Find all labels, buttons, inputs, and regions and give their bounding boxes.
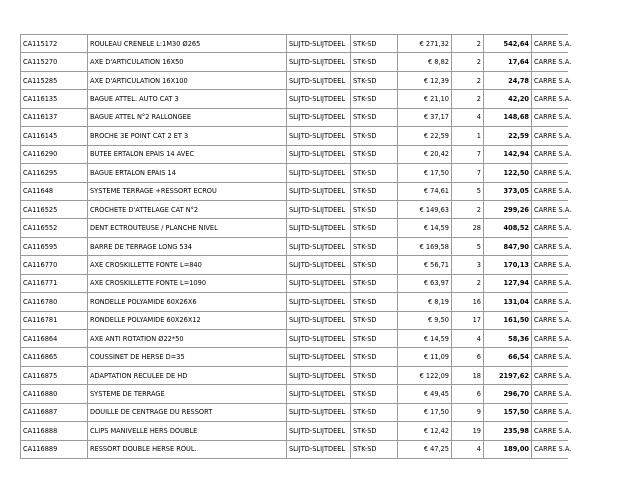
unit-cell: STK-SD	[351, 330, 398, 348]
part-code-cell: CA116770	[21, 256, 88, 274]
table-row	[21, 403, 568, 421]
unit-cell: STK-SD	[351, 366, 398, 384]
quantity-cell: 4	[452, 330, 484, 348]
description-cell: CROCHETE D'ATTELAGE CAT N°2	[88, 200, 287, 218]
supplier-cell: CARRE S.A.	[532, 422, 568, 440]
table-row	[21, 164, 568, 182]
part-code-cell: CA116525	[21, 200, 88, 218]
unit-price-cell: € 21,10	[398, 90, 452, 108]
category-cell: SLIJTD-SLIJTDEEL	[287, 200, 351, 218]
supplier-cell: CARRE S.A.	[532, 237, 568, 255]
part-code-cell: CA116875	[21, 366, 88, 384]
table-row	[21, 219, 568, 237]
unit-price-cell: € 14,59	[398, 330, 452, 348]
part-code-cell: CA115270	[21, 53, 88, 71]
supplier-cell: CARRE S.A.	[532, 219, 568, 237]
part-code-cell: CA116552	[21, 219, 88, 237]
category-cell: SLIJTD-SLIJTDEEL	[287, 330, 351, 348]
supplier-cell: CARRE S.A.	[532, 127, 568, 145]
table-row	[21, 311, 568, 329]
quantity-cell: 2	[452, 90, 484, 108]
description-cell: AXE ANTI ROTATION Ø22*50	[88, 330, 287, 348]
supplier-cell: CARRE S.A.	[532, 311, 568, 329]
total-cell: 408,52	[484, 219, 532, 237]
unit-price-cell: € 49,45	[398, 385, 452, 403]
supplier-cell: CARRE S.A.	[532, 164, 568, 182]
table-row	[21, 145, 568, 163]
total-cell: 58,36	[484, 330, 532, 348]
quantity-cell: 7	[452, 164, 484, 182]
description-cell: AXE D'ARTICULATION 16X100	[88, 71, 287, 89]
supplier-cell: CARRE S.A.	[532, 145, 568, 163]
description-cell: BAGUE ERTALON EPAIS 14	[88, 164, 287, 182]
category-cell: SLIJTD-SLIJTDEEL	[287, 164, 351, 182]
part-code-cell: CA115172	[21, 35, 88, 53]
total-cell: 235,98	[484, 422, 532, 440]
description-cell: BAGUE ATTEL. AUTO CAT 3	[88, 90, 287, 108]
unit-price-cell: € 8,19	[398, 293, 452, 311]
category-cell: SLIJTD-SLIJTDEEL	[287, 237, 351, 255]
table-row	[21, 35, 568, 53]
unit-price-cell: € 17,50	[398, 164, 452, 182]
unit-price-cell: € 74,61	[398, 182, 452, 200]
part-code-cell: CA116137	[21, 108, 88, 126]
parts-table	[20, 34, 572, 459]
table-row	[21, 422, 568, 440]
description-cell: ROULEAU CRENELE L:1M30 Ø265	[88, 35, 287, 53]
unit-price-cell: € 169,58	[398, 237, 452, 255]
table-row	[21, 293, 568, 311]
unit-price-cell: € 12,39	[398, 71, 452, 89]
category-cell: SLIJTD-SLIJTDEEL	[287, 53, 351, 71]
category-cell: SLIJTD-SLIJTDEEL	[287, 440, 351, 458]
unit-cell: STK-SD	[351, 127, 398, 145]
unit-cell: STK-SD	[351, 293, 398, 311]
total-cell: 24,78	[484, 71, 532, 89]
unit-price-cell: € 11,09	[398, 348, 452, 366]
quantity-cell: 4	[452, 440, 484, 458]
total-cell: 157,50	[484, 403, 532, 421]
category-cell: SLIJTD-SLIJTDEEL	[287, 366, 351, 384]
unit-cell: STK-SD	[351, 348, 398, 366]
total-cell: 127,94	[484, 274, 532, 292]
category-cell: SLIJTD-SLIJTDEEL	[287, 311, 351, 329]
total-cell: 170,13	[484, 256, 532, 274]
unit-price-cell: € 9,50	[398, 311, 452, 329]
supplier-cell: CARRE S.A.	[532, 348, 568, 366]
quantity-cell: 2	[452, 200, 484, 218]
unit-price-cell: € 17,50	[398, 403, 452, 421]
quantity-cell: 2	[452, 53, 484, 71]
category-cell: SLIJTD-SLIJTDEEL	[287, 385, 351, 403]
table-row	[21, 274, 568, 292]
unit-price-cell: € 14,59	[398, 219, 452, 237]
unit-price-cell: € 271,32	[398, 35, 452, 53]
category-cell: SLIJTD-SLIJTDEEL	[287, 182, 351, 200]
quantity-cell: 5	[452, 182, 484, 200]
table-row	[21, 440, 568, 458]
description-cell: SYSTEME DE TERRAGE	[88, 385, 287, 403]
quantity-cell: 2	[452, 274, 484, 292]
unit-cell: STK-SD	[351, 182, 398, 200]
quantity-cell: 16	[452, 293, 484, 311]
parts-sheet	[20, 34, 572, 459]
part-code-cell: CA116880	[21, 385, 88, 403]
table-row	[21, 127, 568, 145]
supplier-cell: CARRE S.A.	[532, 200, 568, 218]
table-row	[21, 90, 568, 108]
supplier-cell: CARRE S.A.	[532, 274, 568, 292]
total-cell: 42,20	[484, 90, 532, 108]
category-cell: SLIJTD-SLIJTDEEL	[287, 256, 351, 274]
description-cell: CLIPS MANIVELLE HERS DOUBLE	[88, 422, 287, 440]
unit-cell: STK-SD	[351, 53, 398, 71]
total-cell: 2197,62	[484, 366, 532, 384]
supplier-cell: CARRE S.A.	[532, 366, 568, 384]
unit-cell: STK-SD	[351, 311, 398, 329]
description-cell: SYSTEME TERRAGE +RESSORT ECROU	[88, 182, 287, 200]
unit-cell: STK-SD	[351, 35, 398, 53]
category-cell: SLIJTD-SLIJTDEEL	[287, 108, 351, 126]
quantity-cell: 1	[452, 127, 484, 145]
total-cell: 66,54	[484, 348, 532, 366]
table-row	[21, 256, 568, 274]
description-cell: AXE D'ARTICULATION 16X50	[88, 53, 287, 71]
unit-price-cell: € 122,09	[398, 366, 452, 384]
unit-cell: STK-SD	[351, 422, 398, 440]
total-cell: 131,04	[484, 293, 532, 311]
description-cell: BAGUE ATTEL N°2 RALLONGEE	[88, 108, 287, 126]
part-code-cell: CA116781	[21, 311, 88, 329]
supplier-cell: CARRE S.A.	[532, 90, 568, 108]
category-cell: SLIJTD-SLIJTDEEL	[287, 35, 351, 53]
description-cell: RONDELLE POLYAMIDE 60X26X6	[88, 293, 287, 311]
unit-price-cell: € 37,17	[398, 108, 452, 126]
part-code-cell: CA116865	[21, 348, 88, 366]
unit-cell: STK-SD	[351, 403, 398, 421]
table-row	[21, 71, 568, 89]
part-code-cell: CA116595	[21, 237, 88, 255]
description-cell: AXE CROSKILLETTE FONTE L=840	[88, 256, 287, 274]
part-code-cell: CA116888	[21, 422, 88, 440]
unit-price-cell: € 22,59	[398, 127, 452, 145]
table-row	[21, 330, 568, 348]
part-code-cell: CA11648	[21, 182, 88, 200]
total-cell: 22,59	[484, 127, 532, 145]
category-cell: SLIJTD-SLIJTDEEL	[287, 127, 351, 145]
description-cell: ADAPTATION RECULEE DE HD	[88, 366, 287, 384]
category-cell: SLIJTD-SLIJTDEEL	[287, 422, 351, 440]
part-code-cell: CA115285	[21, 71, 88, 89]
supplier-cell: CARRE S.A.	[532, 293, 568, 311]
table-row	[21, 200, 568, 218]
quantity-cell: 28	[452, 219, 484, 237]
table-row	[21, 385, 568, 403]
table-row	[21, 348, 568, 366]
total-cell: 189,00	[484, 440, 532, 458]
unit-cell: STK-SD	[351, 90, 398, 108]
table-row	[21, 182, 568, 200]
supplier-cell: CARRE S.A.	[532, 403, 568, 421]
quantity-cell: 18	[452, 366, 484, 384]
description-cell: DOUILLE DE CENTRAGE DU RESSORT	[88, 403, 287, 421]
supplier-cell: CARRE S.A.	[532, 108, 568, 126]
quantity-cell: 5	[452, 237, 484, 255]
description-cell: DENT ECTROUTEUSE / PLANCHE NIVEL	[88, 219, 287, 237]
unit-price-cell: € 47,25	[398, 440, 452, 458]
total-cell: 296,70	[484, 385, 532, 403]
supplier-cell: CARRE S.A.	[532, 71, 568, 89]
supplier-cell: CARRE S.A.	[532, 256, 568, 274]
unit-cell: STK-SD	[351, 440, 398, 458]
total-cell: 542,64	[484, 35, 532, 53]
category-cell: SLIJTD-SLIJTDEEL	[287, 293, 351, 311]
total-cell: 142,94	[484, 145, 532, 163]
table-row	[21, 108, 568, 126]
unit-cell: STK-SD	[351, 256, 398, 274]
total-cell: 17,64	[484, 53, 532, 71]
unit-cell: STK-SD	[351, 237, 398, 255]
total-cell: 847,90	[484, 237, 532, 255]
supplier-cell: CARRE S.A.	[532, 385, 568, 403]
unit-cell: STK-SD	[351, 164, 398, 182]
parts-table-body	[21, 35, 572, 459]
supplier-cell: CARRE S.A.	[532, 35, 568, 53]
unit-price-cell: € 20,42	[398, 145, 452, 163]
part-code-cell: CA116290	[21, 145, 88, 163]
category-cell: SLIJTD-SLIJTDEEL	[287, 348, 351, 366]
total-cell: 122,50	[484, 164, 532, 182]
unit-cell: STK-SD	[351, 219, 398, 237]
part-code-cell: CA116145	[21, 127, 88, 145]
table-row	[21, 237, 568, 255]
unit-cell: STK-SD	[351, 108, 398, 126]
description-cell: RESSORT DOUBLE HERSE ROUL.	[88, 440, 287, 458]
table-row	[21, 366, 568, 384]
unit-price-cell: € 56,71	[398, 256, 452, 274]
quantity-cell: 19	[452, 422, 484, 440]
unit-cell: STK-SD	[351, 200, 398, 218]
part-code-cell: CA116889	[21, 440, 88, 458]
quantity-cell: 7	[452, 145, 484, 163]
part-code-cell: CA116780	[21, 293, 88, 311]
description-cell: RONDELLE POLYAMIDE 60X26X12	[88, 311, 287, 329]
quantity-cell: 9	[452, 403, 484, 421]
description-cell: AXE CROSKILLETTE FONTE L=1090	[88, 274, 287, 292]
supplier-cell: CARRE S.A.	[532, 440, 568, 458]
unit-price-cell: € 8,82	[398, 53, 452, 71]
quantity-cell: 4	[452, 108, 484, 126]
quantity-cell: 6	[452, 348, 484, 366]
category-cell: SLIJTD-SLIJTDEEL	[287, 219, 351, 237]
total-cell: 299,26	[484, 200, 532, 218]
supplier-cell: CARRE S.A.	[532, 53, 568, 71]
category-cell: SLIJTD-SLIJTDEEL	[287, 403, 351, 421]
part-code-cell: CA116771	[21, 274, 88, 292]
category-cell: SLIJTD-SLIJTDEEL	[287, 145, 351, 163]
total-cell: 161,50	[484, 311, 532, 329]
unit-price-cell: € 149,63	[398, 200, 452, 218]
part-code-cell: CA116295	[21, 164, 88, 182]
supplier-cell: CARRE S.A.	[532, 330, 568, 348]
total-cell: 148,68	[484, 108, 532, 126]
description-cell: BUTEE ERTALON EPAIS 14 AVEC	[88, 145, 287, 163]
category-cell: SLIJTD-SLIJTDEEL	[287, 90, 351, 108]
unit-cell: STK-SD	[351, 145, 398, 163]
description-cell: COUSSINET DE HERSE D=35	[88, 348, 287, 366]
part-code-cell: CA116887	[21, 403, 88, 421]
category-cell: SLIJTD-SLIJTDEEL	[287, 71, 351, 89]
unit-cell: STK-SD	[351, 71, 398, 89]
unit-cell: STK-SD	[351, 274, 398, 292]
quantity-cell: 2	[452, 71, 484, 89]
category-cell: SLIJTD-SLIJTDEEL	[287, 274, 351, 292]
quantity-cell: 3	[452, 256, 484, 274]
quantity-cell: 17	[452, 311, 484, 329]
part-code-cell: CA116864	[21, 330, 88, 348]
unit-price-cell: € 12,42	[398, 422, 452, 440]
table-row	[21, 53, 568, 71]
quantity-cell: 2	[452, 35, 484, 53]
unit-price-cell: € 63,97	[398, 274, 452, 292]
description-cell: BARRE DE TERRAGE LONG 534	[88, 237, 287, 255]
total-cell: 373,05	[484, 182, 532, 200]
description-cell: BROCHE 3E POINT CAT 2 ET 3	[88, 127, 287, 145]
unit-cell: STK-SD	[351, 385, 398, 403]
part-code-cell: CA116135	[21, 90, 88, 108]
quantity-cell: 6	[452, 385, 484, 403]
supplier-cell: CARRE S.A.	[532, 182, 568, 200]
